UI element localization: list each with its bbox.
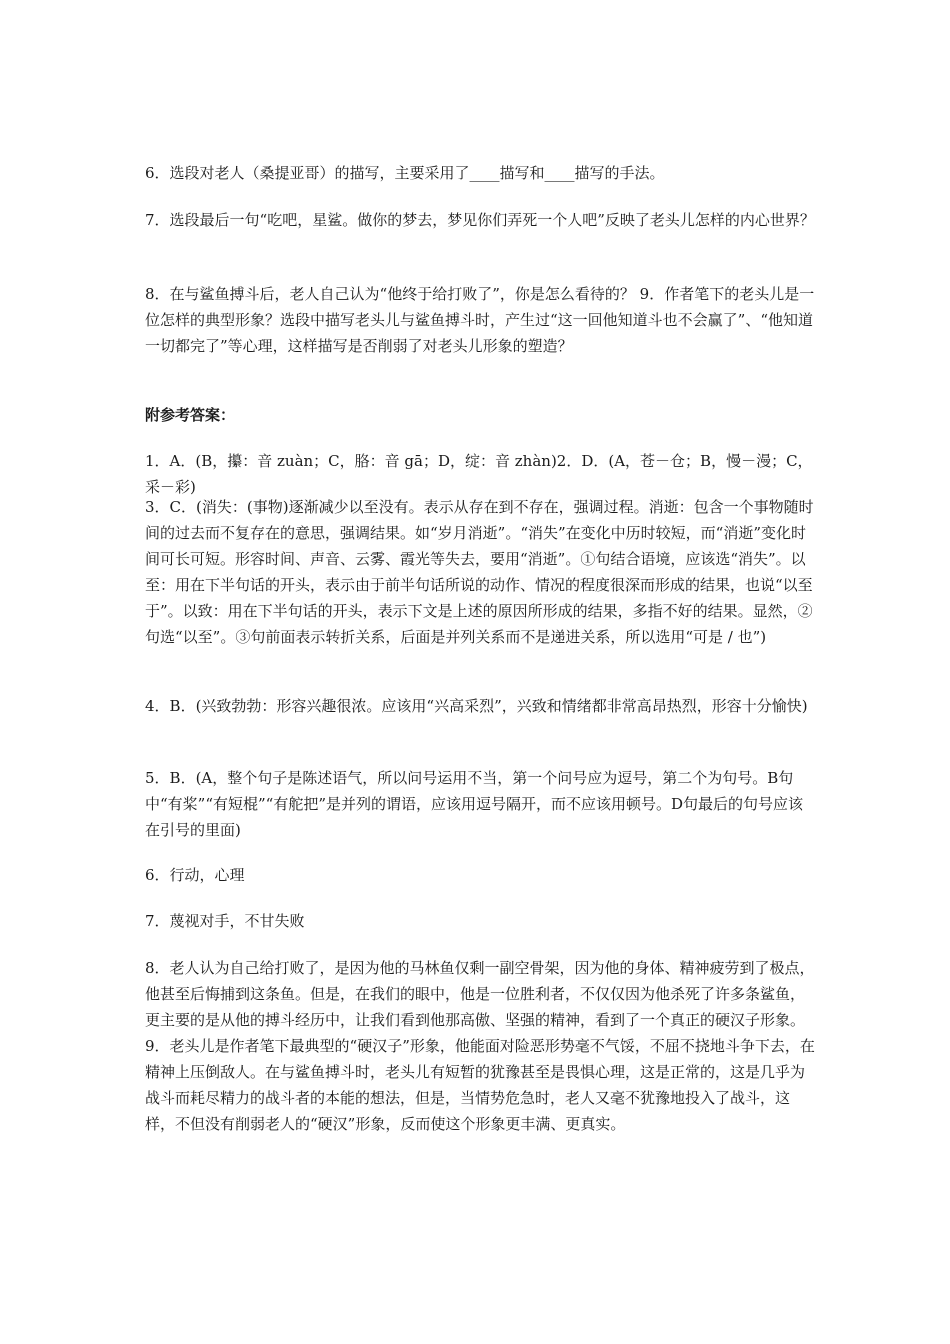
question-8-9: 8．在与鲨鱼搏斗后，老人自己认为“他终于给打败了”，你是怎么看待的？ 9．作者笔下的老头儿是一位怎样的典型形象？选段中描写老头儿与鲨鱼搏斗时，产生过“这一回他知道斗也不会赢了”、“他知道一切都完了”等心理，这样描写是否削弱了对老头儿形象的塑造？	[145, 285, 815, 355]
question-7: 7．选段最后一句“吃吧，星鲨。做你的梦去，梦见你们弄死一个人吧”反映了老头儿怎样的内心世界？	[145, 211, 815, 229]
answer-3: 3．C．(消失：(事物)逐渐减少以至没有。表示从存在到不存在，强调过程。消逝：包含一个事物随时间的过去而不复存在的意思，强调结果。如“岁月消逝”。“消失”在变化中历时较短，而“消逝”变化时间可长可短。形容时间、声音、云雾、霞光等失去，要用“消逝”。①句结合语境，应该选“消失”。以至：用在下半句话的开头，表示由于前半句话所说的动作、情况的程度很深而形成的结果，也说“以至于”。以致：用在下半句话的开头，表示下文是上述的原因所形成的结果，多指不好的结果。显然，②句选“以至”。③句前面表示转折关系，后面是并列关系而不是递进关系，所以选用“可是 / 也”)	[145, 498, 814, 646]
answers-heading: 附参考答案：	[145, 406, 236, 424]
answer-4: 4．B．(兴致勃勃：形容兴趣很浓。应该用“兴高采烈”，兴致和情绪都非常高昂热烈，形容十分愉快)	[145, 697, 808, 715]
question-6: 6．选段对老人（桑提亚哥）的描写，主要采用了____描写和____描写的手法。	[145, 164, 665, 182]
answer-1-2: 1．A．(B，攥：音 zuàn；C，胳：音 gā；D，绽：音 zhàn)2．D．(A，苍－仓；B，慢－漫；C，采－彩)	[145, 452, 813, 496]
answer-8-9: 8．老人认为自己给打败了，是因为他的马林鱼仅剩一副空骨架，因为他的身体、精神疲劳到了极点，他甚至后悔捕到这条鱼。但是，在我们的眼中，他是一位胜利者，不仅仅因为他杀死了许多条鲨鱼，更主要的是从他的搏斗经历中，让我们看到他那高傲、坚强的精神，看到了一个真正的硬汉子形象。9．老头儿是作者笔下最典型的“硬汉子”形象，他能面对险恶形势毫不气馁，不屈不挠地斗争下去，在精神上压倒敌人。在与鲨鱼搏斗时，老头儿有短暂的犹豫甚至是畏惧心理，这是正常的，这是几乎为战斗而耗尽精力的战斗者的本能的想法，但是，当情势危急时，老人又毫不犹豫地投入了战斗，这样，不但没有削弱老人的“硬汉”形象，反而使这个形象更丰满、更真实。	[145, 959, 815, 1133]
answer-7: 7．蔑视对手，不甘失败	[145, 912, 305, 930]
answer-6: 6．行动，心理	[145, 866, 245, 884]
answer-5: 5．B．(A，整个句子是陈述语气，所以问号运用不当，第一个问号应为逗号，第二个为句号。B句中“有桨”“有短棍”“有舵把”是并列的谓语，应该用逗号隔开，而不应该用顿号。D句最后的句号应该在引号的里面)	[145, 769, 804, 839]
